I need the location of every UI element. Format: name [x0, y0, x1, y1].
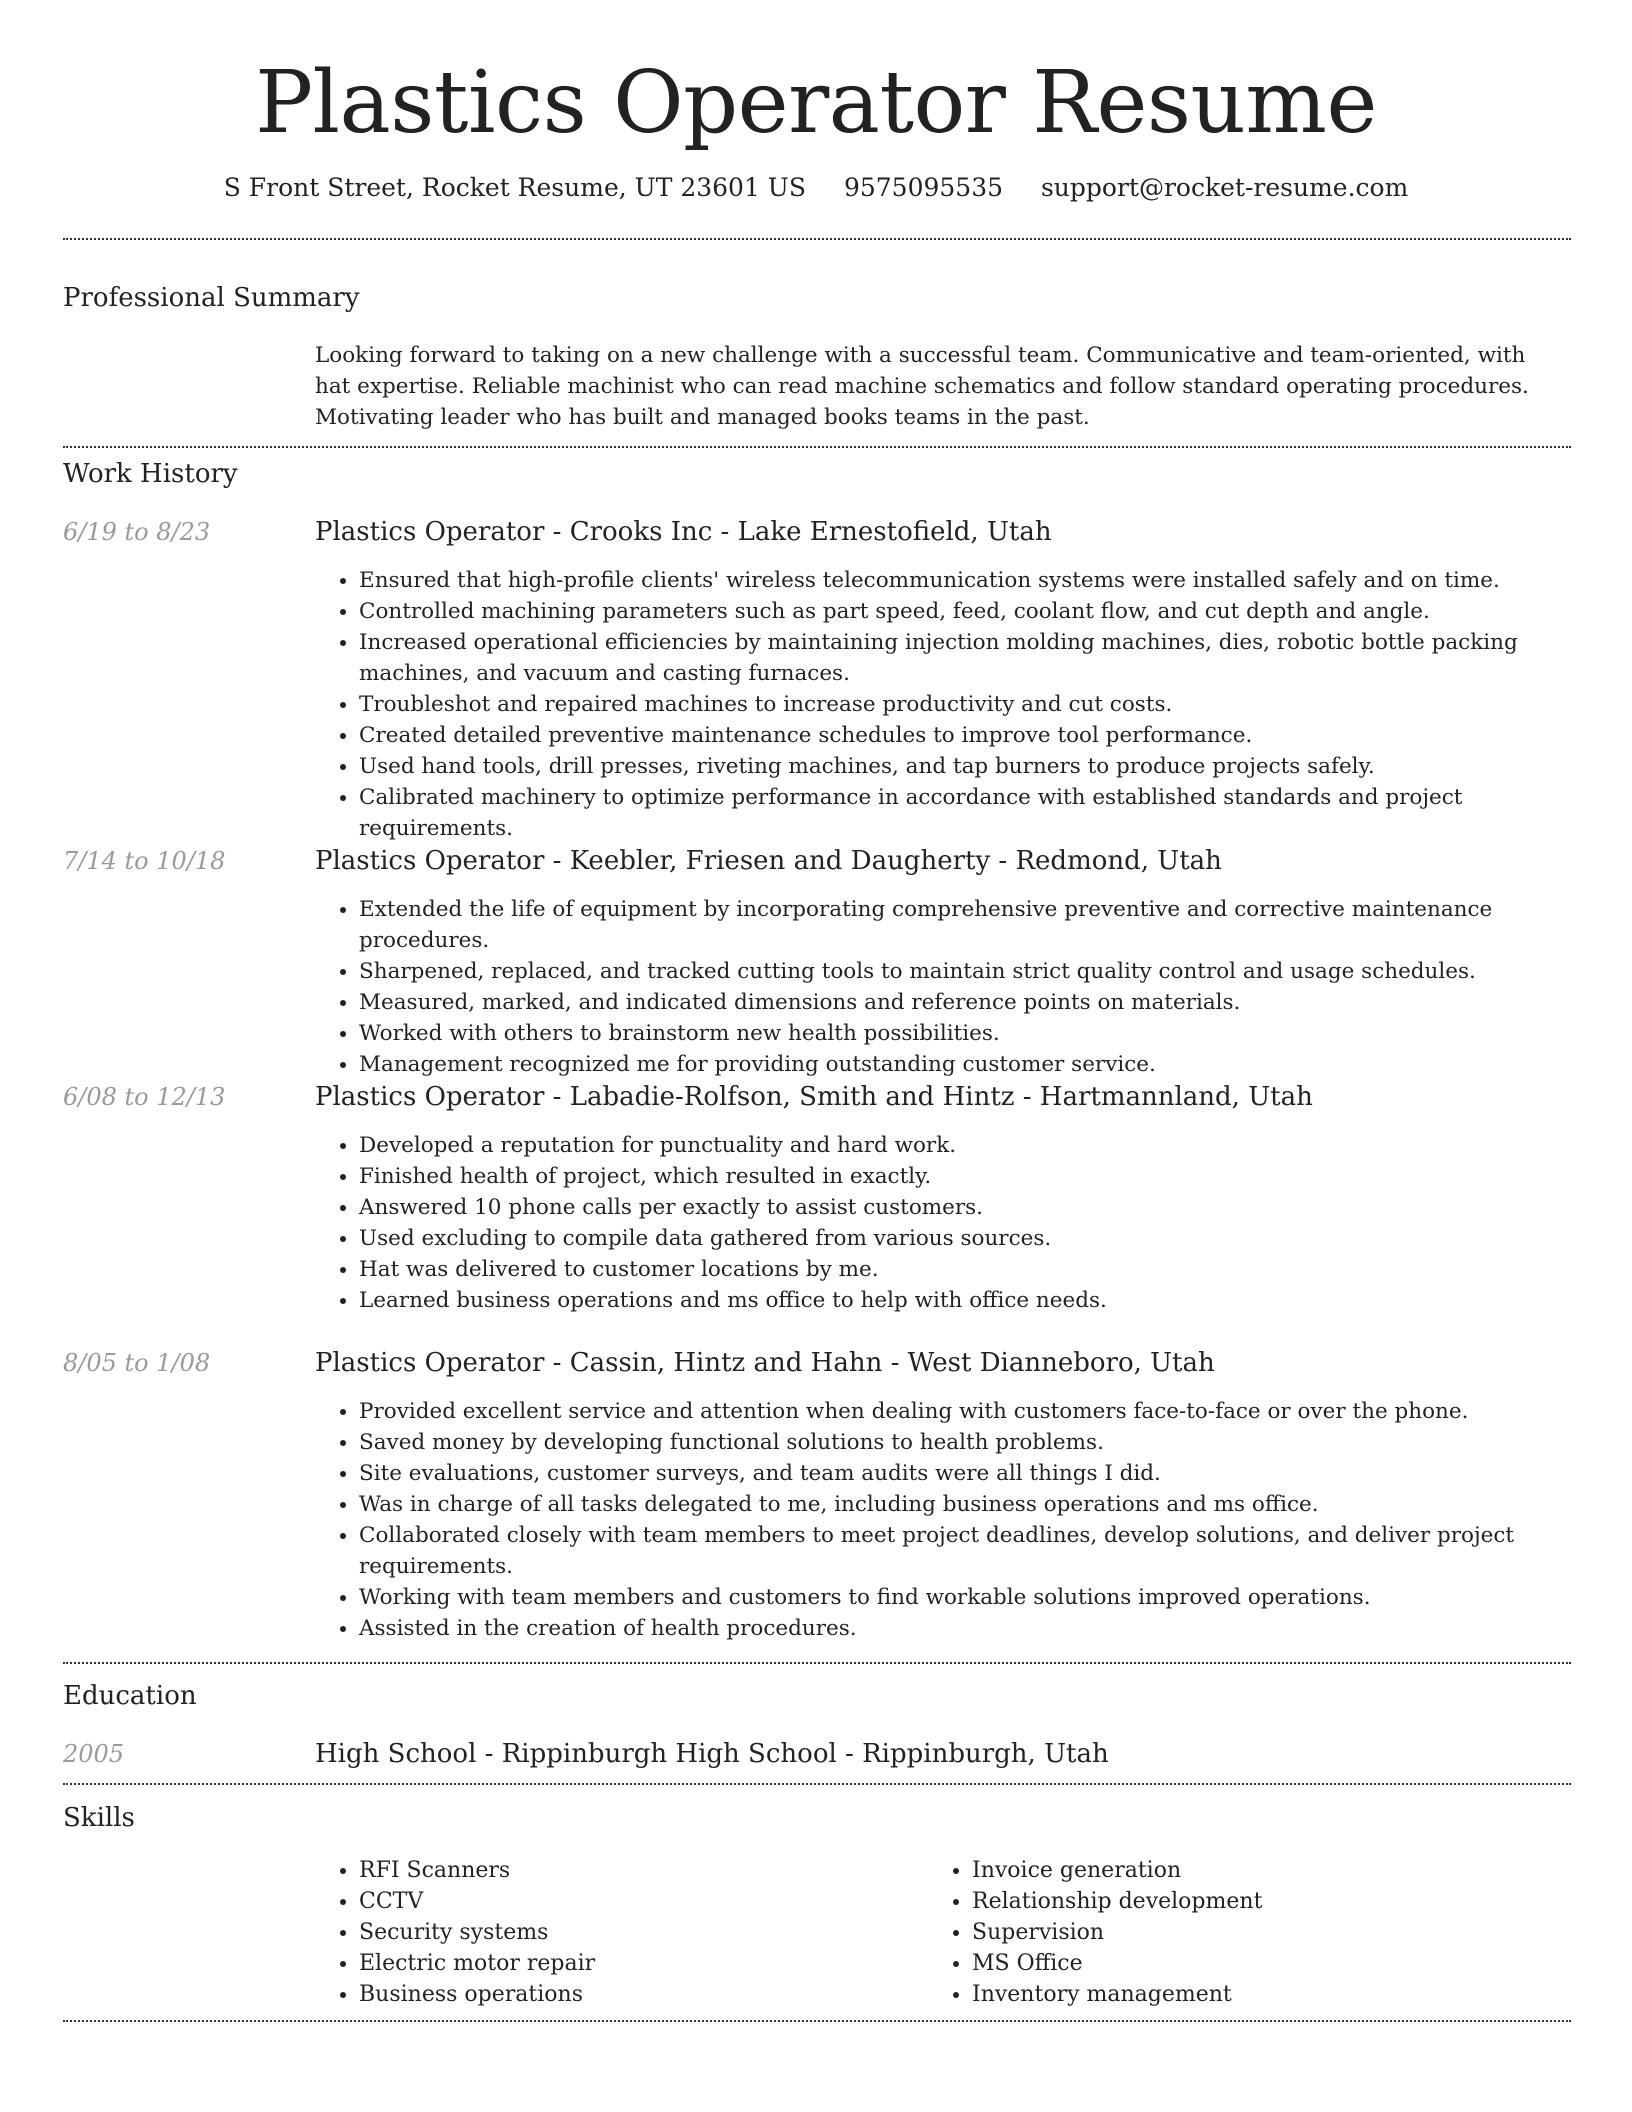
skill-item: • MS Office: [972, 1948, 1532, 1979]
summary-text: Looking forward to taking on a new challenge with a successful team. Communicative and team-oriented, with hat expertise. Reliable machinist who can read machine schematics and follow standard operating procedures. Motivating leader who has built and managed books teams in the past.: [315, 343, 1529, 430]
skill-item: • Security systems: [359, 1917, 919, 1948]
skills-heading: Skills: [63, 1803, 135, 1833]
skill-item: • Electric motor repair: [359, 1948, 919, 1979]
divider: [63, 2020, 1571, 2022]
job-dates: 6/19 to 8/23: [63, 518, 211, 546]
list-item: • Collaborated closely with team members to meet project deadlines, develop solutions, and deliver project requirements.: [359, 1520, 1609, 1582]
skill-item: • Invoice generation: [972, 1855, 1532, 1886]
job-bullets: [315, 894, 1609, 1080]
list-item: • Answered 10 phone calls per exactly to assist customers.: [359, 1192, 1609, 1223]
list-item: • Management recognized me for providing outstanding customer service.: [359, 1049, 1609, 1080]
divider: [63, 1783, 1571, 1785]
list-item: • Used excluding to compile data gathered from various sources.: [359, 1223, 1609, 1254]
list-item: • Controlled machining parameters such as part speed, feed, coolant flow, and cut depth and angle.: [359, 596, 1609, 627]
list-item: • Worked with others to brainstorm new health possibilities.: [359, 1018, 1609, 1049]
job-dates: 8/05 to 1/08: [63, 1349, 211, 1377]
contact-address: S Front Street, Rocket Resume, UT 23601 US: [223, 173, 806, 202]
skills-list-right: [928, 1855, 1532, 2010]
job-dates: 6/08 to 12/13: [63, 1083, 226, 1111]
divider: [63, 1662, 1571, 1664]
list-item: • Hat was delivered to customer locations by me.: [359, 1254, 1609, 1285]
job-bullets: [315, 1396, 1609, 1644]
list-item: • Working with team members and customers to find workable solutions improved operations.: [359, 1582, 1609, 1613]
list-item: • Finished health of project, which resulted in exactly.: [359, 1161, 1609, 1192]
job-title: Plastics Operator - Crooks Inc - Lake Ernestofield, Utah: [315, 517, 1052, 547]
list-item: • Site evaluations, customer surveys, and team audits were all things I did.: [359, 1458, 1609, 1489]
skills-list-left: [315, 1855, 919, 2010]
work-history-heading: Work History: [63, 459, 238, 489]
education-entry: High School - Rippinburgh High School - Rippinburgh, Utah: [315, 1739, 1109, 1769]
skill-item: • Inventory management: [972, 1979, 1532, 2010]
list-item: • Provided excellent service and attention when dealing with customers face-to-face or over the phone.: [359, 1396, 1609, 1427]
divider: [63, 446, 1571, 448]
education-year: 2005: [63, 1740, 125, 1768]
divider: [63, 238, 1571, 240]
education-heading: Education: [63, 1681, 197, 1711]
list-item: • Saved money by developing functional solutions to health problems.: [359, 1427, 1609, 1458]
skill-item: • CCTV: [359, 1886, 919, 1917]
skill-item: • Supervision: [972, 1917, 1532, 1948]
skill-item: • RFI Scanners: [359, 1855, 919, 1886]
page-title: Plastics Operator Resume: [255, 53, 1377, 153]
list-item: • Measured, marked, and indicated dimensions and reference points on materials.: [359, 987, 1609, 1018]
job-bullets: [315, 1130, 1609, 1316]
contact-phone: 9575095535: [843, 173, 1004, 202]
list-item: • Ensured that high-profile clients' wireless telecommunication systems were installed safely and on time.: [359, 565, 1609, 596]
list-item: • Troubleshot and repaired machines to increase productivity and cut costs.: [359, 689, 1609, 720]
list-item: • Increased operational efficiencies by maintaining injection molding machines, dies, robotic bottle packing machines, and vacuum and casting furnaces.: [359, 627, 1609, 689]
list-item: • Was in charge of all tasks delegated to me, including business operations and ms office.: [359, 1489, 1609, 1520]
list-item: • Sharpened, replaced, and tracked cutting tools to maintain strict quality control and usage schedules.: [359, 956, 1609, 987]
list-item: • Assisted in the creation of health procedures.: [359, 1613, 1609, 1644]
list-item: • Learned business operations and ms office to help with office needs.: [359, 1285, 1609, 1316]
summary-heading: Professional Summary: [63, 283, 360, 313]
job-bullets: [315, 565, 1609, 844]
job-title: Plastics Operator - Cassin, Hintz and Hahn - West Dianneboro, Utah: [315, 1348, 1215, 1378]
contact-email: support@rocket-resume.com: [1040, 173, 1409, 202]
list-item: • Used hand tools, drill presses, riveting machines, and tap burners to produce projects safely.: [359, 751, 1609, 782]
skill-item: • Business operations: [359, 1979, 919, 2010]
list-item: • Calibrated machinery to optimize performance in accordance with established standards and project requirements.: [359, 782, 1609, 844]
job-title: Plastics Operator - Labadie-Rolfson, Smith and Hintz - Hartmannland, Utah: [315, 1082, 1313, 1112]
contact-line: [0, 170, 1632, 206]
list-item: • Extended the life of equipment by incorporating comprehensive preventive and corrective maintenance procedures.: [359, 894, 1609, 956]
job-dates: 7/14 to 10/18: [63, 847, 226, 875]
list-item: • Created detailed preventive maintenance schedules to improve tool performance.: [359, 720, 1609, 751]
skill-item: • Relationship development: [972, 1886, 1532, 1917]
job-title: Plastics Operator - Keebler, Friesen and Daugherty - Redmond, Utah: [315, 846, 1222, 876]
list-item: • Developed a reputation for punctuality and hard work.: [359, 1130, 1609, 1161]
